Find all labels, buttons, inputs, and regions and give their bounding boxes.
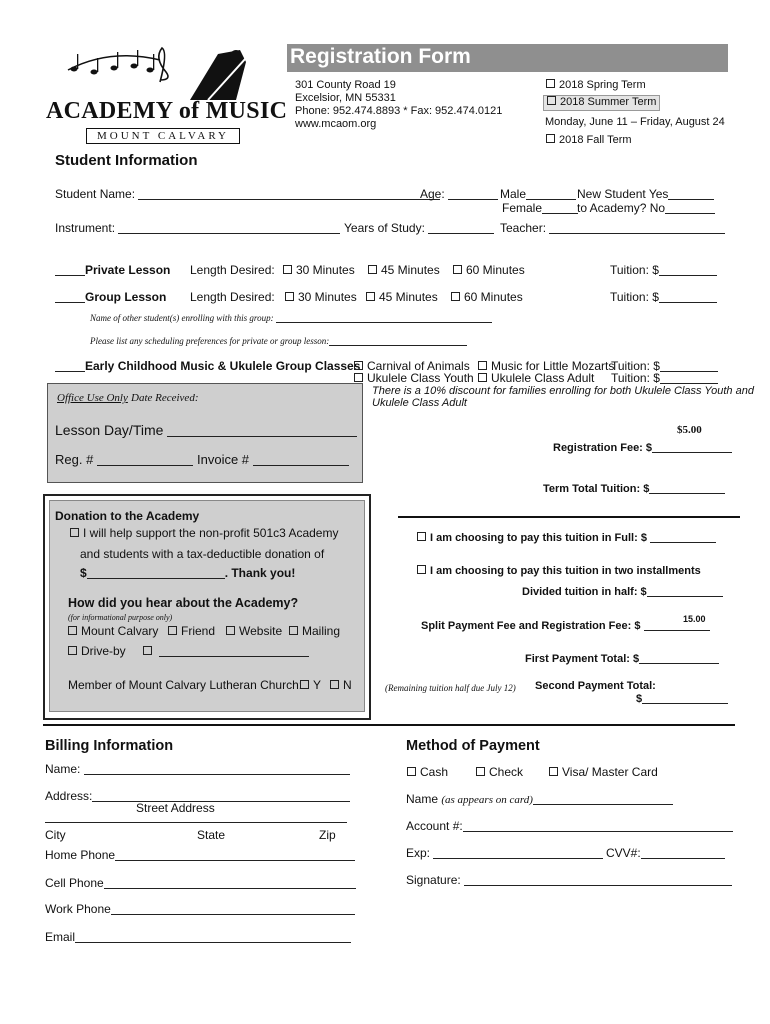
reg-fee-field[interactable] [553, 442, 732, 454]
group-60-option[interactable] [451, 290, 523, 304]
city-label: City [45, 828, 66, 842]
remaining-note: (Remaining tuition half due July 12) [385, 683, 516, 693]
spring-checkbox[interactable] [546, 79, 555, 88]
mozarts-label: Music for Little Mozarts [491, 359, 615, 373]
discount-note-2: Ukulele Class Adult [372, 397, 467, 409]
exp-label: Exp: [406, 846, 431, 860]
uke-adult-checkbox[interactable] [478, 373, 487, 382]
early-childhood-label: Early Childhood Music & Ukulele Group Classes [85, 359, 361, 373]
donation-checkbox[interactable] [70, 528, 79, 537]
pay-two-checkbox[interactable] [417, 565, 426, 574]
state-label: State [197, 828, 226, 842]
phone-fax: Phone: 952.474.8893 * Fax: 952.474.0121 [295, 105, 503, 117]
visa-option[interactable] [549, 765, 658, 779]
work-phone-label: Work Phone [45, 902, 111, 916]
check-option[interactable] [476, 765, 523, 779]
academy-logo [40, 42, 288, 147]
instrument-label: Instrument: [55, 221, 116, 235]
cvv-field[interactable] [606, 846, 725, 860]
group-tuition-label: Tuition: $ [610, 290, 659, 304]
donation-line-1: I will help support the non-profit 501c3 Academy [83, 526, 339, 540]
group-45-checkbox[interactable] [366, 292, 375, 301]
member-yes-label: Y [313, 678, 322, 692]
member-label: Member of Mount Calvary Lutheran Church: [68, 678, 303, 692]
private-45-option[interactable] [368, 263, 440, 277]
term-spring-option[interactable] [546, 79, 646, 91]
private-lesson-row[interactable] [55, 263, 170, 277]
group-length-label: Length Desired: [190, 290, 275, 304]
date-received-label: Date Received: [131, 392, 199, 404]
early-tuition-2[interactable] [611, 371, 718, 385]
account-field[interactable] [406, 819, 733, 833]
group-30-option[interactable] [285, 290, 357, 304]
donation-checkbox-row[interactable] [70, 526, 338, 540]
form-title: Registration Form [290, 45, 471, 68]
lesson-day-label: Lesson Day/Time [55, 422, 164, 438]
summer-checkbox[interactable] [547, 96, 556, 105]
donation-dollar: $ [80, 566, 87, 580]
second-dollar-label: $ [636, 693, 643, 705]
member-no-option[interactable] [330, 678, 352, 692]
male-label: Male [500, 187, 527, 201]
card-name-field[interactable] [406, 792, 673, 806]
pay-full-checkbox[interactable] [417, 532, 426, 541]
payment-divider [398, 516, 740, 518]
music-logo-icon [40, 42, 285, 104]
new-student-yes-field[interactable] [577, 187, 714, 201]
cvv-label: CVV#: [606, 846, 641, 860]
student-name-field[interactable] [55, 187, 440, 201]
card-name-label: Name [406, 792, 439, 806]
account-label: Account #: [406, 819, 463, 833]
private-45-label: 45 Minutes [381, 263, 440, 277]
pay-full-field[interactable] [417, 532, 716, 544]
email-field[interactable] [45, 930, 351, 944]
private-60-checkbox[interactable] [453, 265, 462, 274]
logo-line-1: ACADEMY of MUSIC [46, 98, 288, 124]
lesson-day-field[interactable] [55, 422, 357, 438]
second-payment-field[interactable] [636, 693, 728, 705]
female-field[interactable] [502, 201, 578, 215]
invoice-field[interactable] [197, 452, 349, 467]
private-length-label: Length Desired: [190, 263, 275, 277]
early-tuition-1-label: Tuition: $ [611, 359, 660, 373]
street-address-label: Street Address [136, 801, 215, 815]
work-phone-field[interactable] [45, 902, 355, 916]
visa-checkbox[interactable] [549, 767, 558, 776]
uke-adult-label: Ukulele Class Adult [491, 371, 595, 385]
invoice-label: Invoice # [197, 452, 250, 467]
private-30-option[interactable] [283, 263, 355, 277]
cash-option[interactable] [407, 765, 448, 779]
uke-adult-option[interactable] [478, 371, 594, 385]
reg-fee-amount: $5.00 [677, 424, 702, 436]
member-no-label: N [343, 678, 352, 692]
split-fee-label: Split Payment Fee and Registration Fee: $ [421, 620, 641, 632]
term-total-field[interactable] [543, 483, 725, 495]
pay-two-option[interactable] [417, 565, 701, 577]
email-label: Email [45, 930, 76, 944]
address-line-2-field[interactable] [45, 812, 347, 823]
check-checkbox[interactable] [476, 767, 485, 776]
cell-phone-label: Cell Phone [45, 876, 104, 890]
private-lesson-label: Private Lesson [85, 263, 171, 277]
uke-youth-checkbox[interactable] [354, 373, 363, 382]
billing-name-field[interactable] [45, 762, 350, 776]
term-fall-label: 2018 Fall Term [559, 134, 632, 146]
other-source-checkbox[interactable] [143, 646, 152, 655]
cash-label: Cash [420, 765, 449, 779]
split-fee-field[interactable] [421, 620, 710, 632]
divided-field[interactable] [522, 586, 723, 598]
billing-heading: Billing Information [45, 738, 174, 754]
friend-option[interactable] [168, 624, 215, 638]
donation-heading: Donation to the Academy [55, 509, 200, 523]
group-30-label: 30 Minutes [298, 290, 357, 304]
private-tuition-field[interactable] [610, 263, 717, 277]
billing-address-label: Address: [45, 789, 93, 803]
friend-checkbox[interactable] [168, 626, 177, 635]
group-60-checkbox[interactable] [451, 292, 460, 301]
private-tuition-label: Tuition: $ [610, 263, 659, 277]
to-academy-label: to Academy? No [577, 201, 666, 215]
pay-full-label: I am choosing to pay this tuition in Full: $ [430, 532, 647, 544]
group-30-checkbox[interactable] [285, 292, 294, 301]
friend-label: Friend [181, 624, 216, 638]
mailing-label: Mailing [302, 624, 341, 638]
scheduling-label: Please list any scheduling preferences for private or group lesson: [90, 336, 330, 346]
early-childhood-row[interactable] [55, 359, 360, 373]
hear-heading: How did you hear about the Academy? [68, 596, 299, 610]
mount-calvary-option[interactable] [68, 624, 158, 638]
early-tuition-2-label: Tuition: $ [611, 371, 660, 385]
term-fall-option[interactable] [546, 134, 632, 146]
term-summer-option[interactable] [543, 95, 660, 111]
card-name-note: (as appears on card) [441, 794, 533, 806]
member-yes-checkbox[interactable] [300, 680, 309, 689]
group-45-label: 45 Minutes [379, 290, 438, 304]
mailing-option[interactable] [289, 624, 340, 638]
section-divider [43, 724, 735, 726]
term-spring-label: 2018 Spring Term [559, 79, 646, 91]
new-student-label: New Student Yes [577, 187, 669, 201]
carnival-checkbox[interactable] [354, 361, 363, 370]
reg-label: Reg. # [55, 452, 94, 467]
to-academy-no-field[interactable] [577, 201, 715, 215]
member-yes-option[interactable] [300, 678, 321, 692]
term-total-label: Term Total Tuition: $ [543, 483, 650, 495]
reg-number-field[interactable] [55, 452, 193, 467]
other-students-field[interactable] [90, 313, 492, 323]
teacher-field[interactable] [500, 221, 725, 235]
split-amount: 15.00 [683, 614, 706, 624]
check-label: Check [489, 765, 524, 779]
other-students-label: Name of other student(s) enrolling with this group: [90, 313, 274, 323]
teacher-label: Teacher: [500, 221, 547, 235]
zip-label: Zip [319, 828, 336, 842]
group-lesson-row[interactable] [55, 290, 166, 304]
exp-field[interactable] [406, 846, 603, 860]
payment-heading: Method of Payment [406, 738, 540, 754]
driveby-option[interactable] [68, 644, 126, 658]
website-label: Website [239, 624, 283, 638]
private-60-option[interactable] [453, 263, 525, 277]
home-phone-label: Home Phone [45, 848, 116, 862]
billing-name-label: Name: [45, 762, 81, 776]
mailing-checkbox[interactable] [289, 626, 298, 635]
home-phone-field[interactable] [45, 848, 355, 862]
summer-dates: Monday, June 11 – Friday, August 24 [545, 116, 725, 128]
first-payment-field[interactable] [525, 653, 719, 665]
hear-note: (for informational purpose only) [68, 613, 173, 622]
mozarts-checkbox[interactable] [478, 361, 487, 370]
divided-label: Divided tuition in half: $ [522, 586, 647, 598]
address-line-1: 301 County Road 19 [295, 79, 396, 91]
years-label: Years of Study: [344, 221, 425, 235]
mount-calvary-label: Mount Calvary [81, 624, 159, 638]
private-30-label: 30 Minutes [296, 263, 355, 277]
website-checkbox[interactable] [226, 626, 235, 635]
website: www.mcaom.org [295, 118, 377, 130]
student-info-heading: Student Information [55, 152, 198, 169]
term-summer-label: 2018 Summer Term [560, 96, 657, 108]
pay-two-label: I am choosing to pay this tuition in two installments [430, 565, 701, 577]
male-field[interactable] [500, 187, 576, 201]
student-name-label: Student Name: [55, 187, 136, 201]
donation-amount-field[interactable] [80, 566, 295, 580]
cell-phone-field[interactable] [45, 876, 356, 890]
website-option[interactable] [226, 624, 282, 638]
female-label: Female [502, 201, 543, 215]
logo-line-2: MOUNT CALVARY [86, 128, 240, 144]
driveby-checkbox[interactable] [68, 646, 77, 655]
mount-calvary-checkbox[interactable] [68, 626, 77, 635]
member-no-checkbox[interactable] [330, 680, 339, 689]
discount-note: There is a 10% discount for families enrolling for both Ukulele Class Youth and [372, 385, 754, 397]
second-payment-label: Second Payment Total: [535, 680, 656, 692]
driveby-label: Drive-by [81, 644, 126, 658]
uke-youth-option[interactable] [354, 371, 474, 385]
years-study-field[interactable] [344, 221, 494, 235]
private-30-checkbox[interactable] [283, 265, 292, 274]
signature-label: Signature: [406, 873, 461, 887]
other-source-field[interactable] [143, 644, 309, 658]
fall-checkbox[interactable] [546, 134, 555, 143]
uke-youth-label: Ukulele Class Youth [367, 371, 474, 385]
private-60-label: 60 Minutes [466, 263, 525, 277]
group-45-option[interactable] [366, 290, 438, 304]
scheduling-field[interactable] [90, 336, 467, 346]
private-45-checkbox[interactable] [368, 265, 377, 274]
address-line-2: Excelsior, MN 55331 [295, 92, 396, 104]
instrument-field[interactable] [55, 221, 340, 235]
donation-line-2: and students with a tax-deductible donation of [80, 547, 325, 561]
signature-field[interactable] [406, 873, 732, 887]
group-tuition-field[interactable] [610, 290, 717, 304]
reg-fee-label: Registration Fee: $ [553, 442, 653, 454]
age-field[interactable] [420, 187, 498, 201]
office-use-label: Office Use Only [57, 392, 128, 404]
donation-thanks: . Thank you! [224, 566, 296, 580]
group-60-label: 60 Minutes [464, 290, 523, 304]
first-payment-label: First Payment Total: $ [525, 653, 640, 665]
age-label: Age: [420, 187, 445, 201]
cash-checkbox[interactable] [407, 767, 416, 776]
visa-label: Visa/ Master Card [562, 765, 658, 779]
group-lesson-label: Group Lesson [85, 290, 167, 304]
carnival-label: Carnival of Animals [367, 359, 470, 373]
